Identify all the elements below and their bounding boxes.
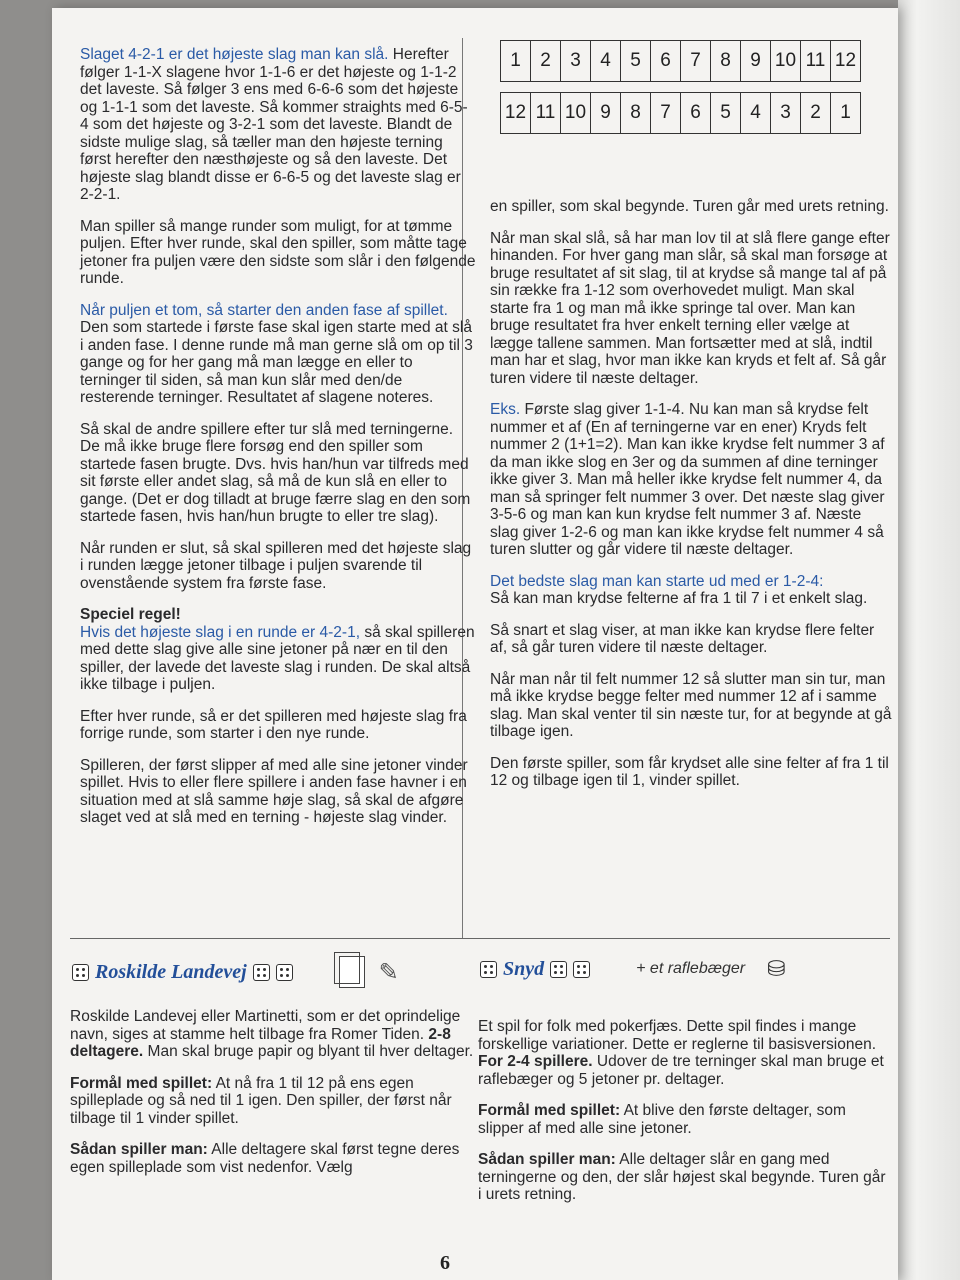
grid-cell: 2	[801, 93, 831, 134]
snyd-goal	[478, 1102, 888, 1137]
snyd-intro	[478, 1018, 888, 1088]
paragraph-text: Man skal bruge papir og blyant til hver deltager.	[147, 1043, 474, 1060]
paragraph-text: Den som startede i første fase skal igen starte med at slå i anden fase. I denne runde må man gerne slå om op til 3 gange og for her gang må man lægge en eller to terninger til siden, så man kun slår med den/de resterende terninger. Resultatet af slagene noteres.	[80, 319, 473, 406]
grid-cell: 8	[621, 93, 651, 134]
paragraph-text: Herefter følger 1-1-X slagene hvor 1-1-6 er det højeste og 1-1-2 det laveste. Så følger 3 ens med 6-6-6 som det højeste og 1-1-1 som det laveste. Så kommer straights med 6-5-4 som det højeste og 3-2-1 som det laveste. Blandt de sidste mulige slag, så tæller man den højeste terning først herefter den næsthøjeste og så den laveste. Det højeste slag blandt disse er 6-6-5 og det laveste slag er 2-2-1.	[80, 46, 468, 203]
grid-cell: 9	[741, 41, 771, 82]
goal-label: Formål med spillet:	[478, 1102, 621, 1119]
grid-cell: 4	[591, 41, 621, 82]
paragraph-text: Første slag giver 1-1-4. Nu kan man så krydse felt nummer et af (En af terningerne var en ener) Kryds felt nummer 2 (1+1=2). Man kan ikke krydse felt nummer 3 af da man ikke slog en 3er og da summen af dine terninger ikke giver 3. Man må heller ikke krydse felt nummer 4, da man så springer felt nummer 3 over. Det næste slag giver 3-5-6 og man kan kun krydse felt nummer 3 af. Næste slag giver 1-2-6 og man kan ikke krydse felt nummer 4 så turen slutter og går videre til næste deltager.	[490, 401, 885, 558]
die-icon	[72, 964, 89, 981]
paragraph-text: At blive den første deltager, som slipper af med alle sine jetoner.	[478, 1102, 846, 1137]
player-count: 2-8 deltagere.	[70, 1025, 451, 1060]
grid-cell: 10	[561, 93, 591, 134]
how-label: Sådan spiller man:	[478, 1151, 616, 1168]
die-icon	[253, 964, 270, 981]
snyd-how	[478, 1151, 888, 1204]
section-title: Roskilde Landevej	[95, 960, 247, 983]
right-column	[490, 198, 892, 804]
paragraph-turn-passes: Så snart et slag viser, at man ikke kan krydse flere felter af, så går turen videre til næste deltager.	[490, 621, 875, 656]
next-page-edge	[898, 0, 960, 1280]
grid-cell: 9	[591, 93, 621, 134]
paragraph-round-end: Når runden er slut, så skal spilleren med det højeste slag i runden lægge jetoner tilbage i puljen svarende til ovenstående system fra første fase.	[80, 539, 472, 592]
section-divider	[70, 938, 890, 939]
left-column	[80, 46, 476, 841]
roskilde-intro	[70, 1008, 480, 1061]
grid-cell: 5	[621, 41, 651, 82]
highlight-text: Hvis det højeste slag i en runde er 4-2-1,	[80, 623, 360, 641]
grid-cell: 5	[711, 93, 741, 134]
paragraph-text: så skal spilleren med dette slag give alle sine jetoner på nær en til den spiller, der lavede det laveste slag i runden. De skal altså ikke tilbage i puljen.	[80, 623, 475, 693]
paragraph-text: Alle deltagere skal først tegne deres egen spilleplade som vist nedenfor. Vælg	[70, 1141, 460, 1176]
player-count: For 2-4 spillere.	[478, 1053, 593, 1070]
paragraph-ranking	[80, 46, 476, 204]
paragraph-text: At nå fra 1 til 12 på ens egen spilleplade og så ned til 1 igen. Den spiller, der først når tilbage til 1 vinder spillet.	[70, 1074, 452, 1127]
grid-cell: 6	[651, 41, 681, 82]
paragraph-phase-two	[80, 302, 476, 407]
highlight-text: Det bedste slag man kan starte ud med er 1-2-4:	[490, 572, 824, 590]
paper-icon	[339, 956, 365, 988]
pencil-icon: ✎	[378, 958, 399, 986]
paragraph-rounds: Man spiller så mange runder som muligt, for at tømme puljen. Efter hver runde, skal den spiller, som måtte tage jetoner fra puljen være den sidste som slår i den følgende runde.	[80, 217, 476, 287]
grid-cell: 12	[501, 93, 531, 134]
paragraph-win: Den første spiller, som får krydset alle sine felter af fra 1 til 12 og tilbage igen til 1, vinder spillet.	[490, 754, 889, 789]
paragraph-rolling: Når man skal slå, så har man lov til at slå flere gange efter hinanden. For hver gang man slår, så skal man forsøge at bruge resultatet af sit slag, til at krydse så mange tal af på sin række fra 1-12 som overhovedet muligt. Man skal starte fra 1 og man må ikke springe tal over. Man kan bruge resultatet fra hver enkelt terning eller vælge at lægge tallene sammen. Man fortsætter med at slå, indtil man har et slag, hvor man ikke kan kryds et felt af. Så går turen videre til næste deltager.	[490, 229, 890, 387]
paragraph-text: Roskilde Landevej eller Martinetti, som er det oprindelige navn, siges at stamme helt tilbage fra Romer Tiden.	[70, 1008, 461, 1043]
die-icon	[573, 961, 590, 978]
special-rule-heading: Speciel regel!	[80, 606, 181, 623]
grid-cell: 8	[711, 41, 741, 82]
page-number: 6	[440, 1252, 450, 1274]
snyd-body	[478, 1018, 888, 1218]
game-board-grid	[500, 40, 861, 134]
dice-cup-icon: ⛁	[767, 956, 786, 981]
paragraph-start-player: en spiller, som skal begynde. Turen går med urets retning.	[490, 198, 889, 215]
paragraph-text: Et spil for folk med pokerfjæs. Dette spil findes i mange forskellige variationer. Dette er reglerne til basisversionen.	[478, 1018, 877, 1053]
highlight-text: Eks.	[490, 401, 521, 418]
grid-cell: 2	[531, 41, 561, 82]
grid-cell: 7	[681, 41, 711, 82]
grid-cell: 12	[831, 41, 861, 82]
roskilde-goal	[70, 1075, 480, 1128]
highlight-text: Når puljen et tom, så starter den anden fase af spillet.	[80, 301, 448, 319]
paragraph-text: Alle deltager slår en gang med terningerne og den, der slår højest skal begynde. Turen går i urets retning.	[478, 1151, 886, 1203]
grid-cell: 11	[531, 93, 561, 134]
grid-cell: 7	[651, 93, 681, 134]
grid-cell: 3	[771, 93, 801, 134]
grid-cell: 10	[771, 41, 801, 82]
roskilde-header	[72, 956, 399, 988]
paragraph-text: Så kan man krydse felterne af fra 1 til 7 i et enkelt slag.	[490, 590, 868, 607]
how-label: Sådan spiller man:	[70, 1141, 208, 1158]
paragraph-next-round: Efter hver runde, så er det spilleren med højeste slag fra forrige runde, som starter i den nye runde.	[80, 707, 467, 742]
paragraph-best-roll	[490, 573, 892, 608]
goal-label: Formål med spillet:	[70, 1074, 213, 1092]
grid-cell: 3	[561, 41, 591, 82]
roskilde-how	[70, 1141, 480, 1176]
grid-cell: 11	[801, 41, 831, 82]
grid-top-row	[501, 41, 861, 82]
die-icon	[550, 961, 567, 978]
paragraph-winner: Spilleren, der først slipper af med alle sine jetoner vinder spillet. Hvis to eller flere spillere i anden fase havner i en situation med at slå samme høje slag, så skal de afgøre slaget ved at slå med en terning - højeste slag vinder.	[80, 756, 468, 826]
grid-gap-row	[501, 82, 861, 93]
snyd-header	[480, 956, 786, 982]
grid-cell: 6	[681, 93, 711, 134]
die-icon	[480, 961, 497, 978]
grid-cell: 1	[501, 41, 531, 82]
grid-bottom-row	[501, 93, 861, 134]
section-title: Snyd	[503, 957, 545, 980]
paragraph-other-players: Så skal de andre spillere efter tur slå med terningerne. De må ikke bruge flere forsøg end den spiller som startede fasen brugte. Dvs. hvis han/hun var tilfreds med sit første eller andet slag, så må de kun slå en eller to gange. (Det er dog tilladt at bruge færre slag en den som startede fasen, hvis han/hun brugte to eller tre slag).	[80, 420, 471, 525]
die-icon	[276, 964, 293, 981]
grid-cell: 1	[831, 93, 861, 134]
grid-cell: 4	[741, 93, 771, 134]
equipment-note: + et raflebæger	[636, 960, 746, 977]
paragraph-special-rule	[80, 606, 476, 694]
roskilde-body	[70, 1008, 480, 1190]
paragraph-text: Udover de tre terninger skal man bruge et raflebæger og 5 jetoner pr. deltager.	[478, 1053, 884, 1088]
book-page	[52, 8, 898, 1280]
paragraph-example	[490, 401, 892, 559]
paragraph-field-twelve: Når man når til felt nummer 12 så slutter man sin tur, man må ikke krydse begge felter med nummer 12 af i samme slag. Man skal venter til sin næste tur, for at begynde at gå tilbage igen.	[490, 670, 892, 740]
highlight-text: Slaget 4-2-1 er det højeste slag man kan slå.	[80, 46, 389, 63]
